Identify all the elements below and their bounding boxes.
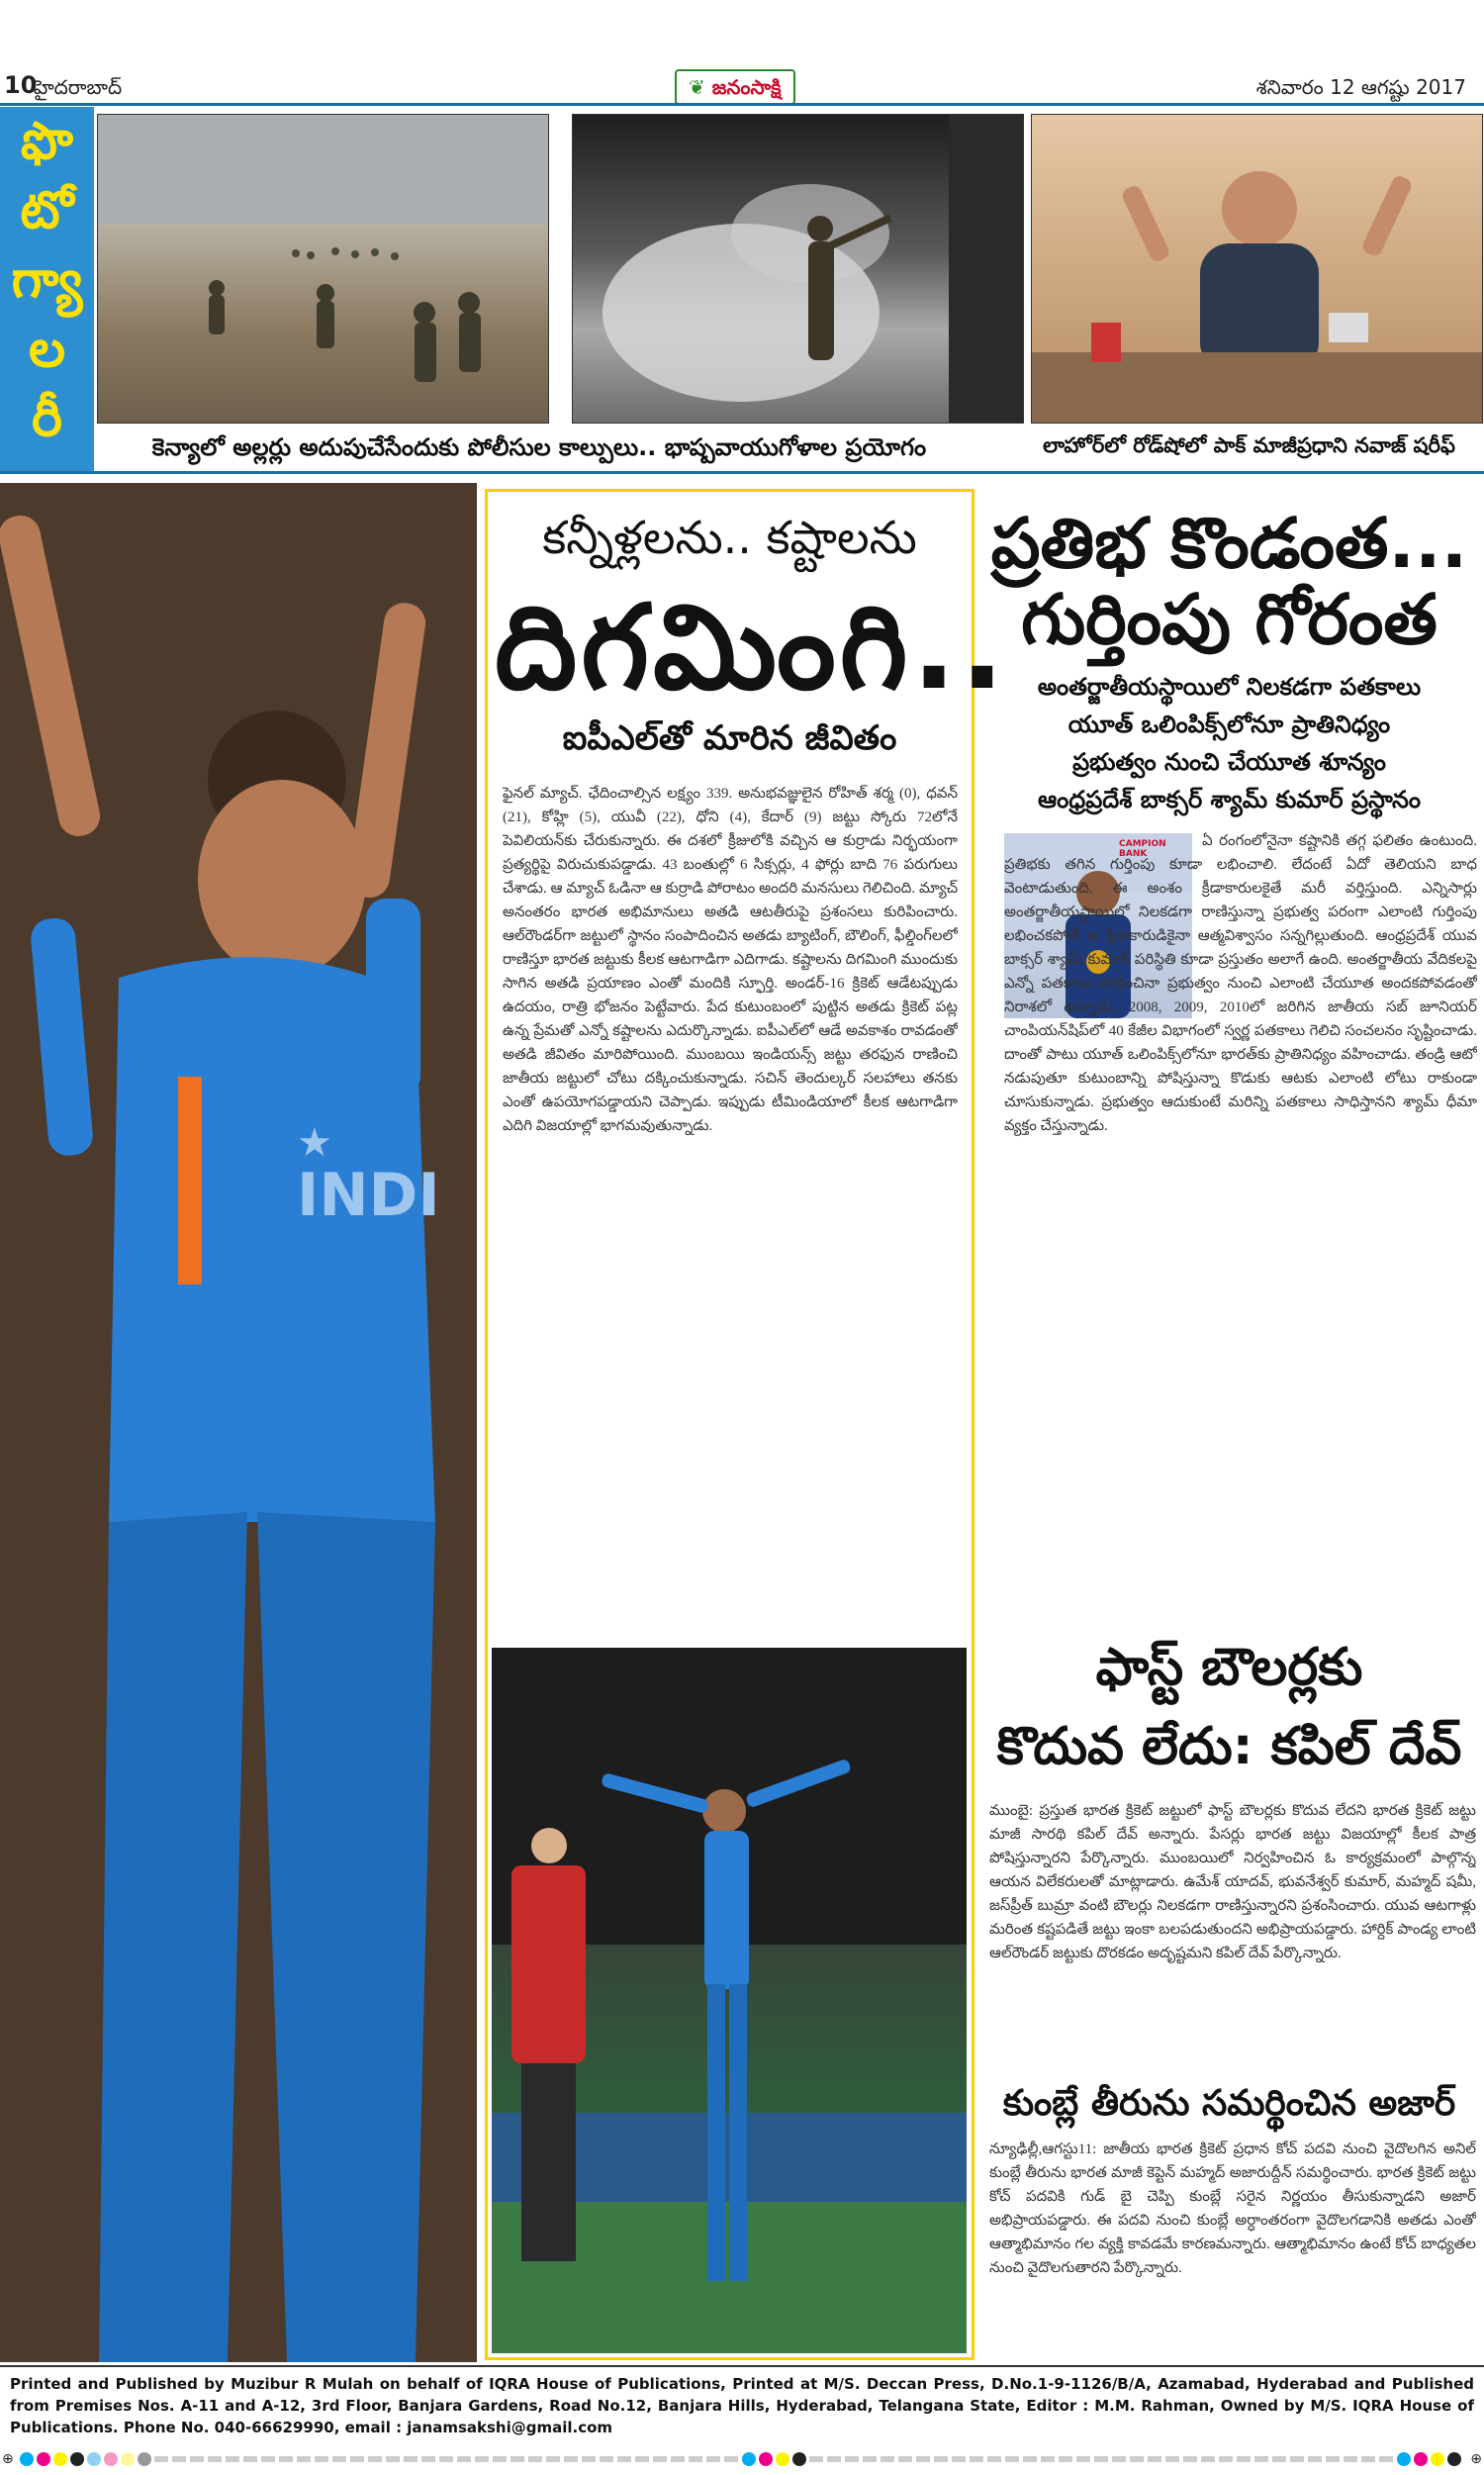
main-story-body: ఫైనల్ మ్యాచ్. ఛేదించాల్సిన లక్ష్యం 339. అనుభవజ్ఞులైన రోహిత్ శర్మ (0), ధవన్ (21), కోహ్లి (5), యువీ (22), ధోని (4), కేదార్ (9) జట్టు స్కోరు 72లోనే పెవిలియన్‌కు చేరుకున్నారు. ఈ దశలో క్రీజులోకి వచ్చిన ఆ కుర్రాడు నిర్భయంగా ప్రత్యర్థిపై విరుచుకుపడ్డాడు. 43 బంతుల్లో 6 సిక్సర్లు, 4 ఫోర్లు బాది 76 పరుగులు చేశాడు. ఆ మ్యాచ్ ఓడినా ఆ కుర్రాడి పోరాటం అందరి మనసులు గెలిచింది. మ్యాచ్ అనంతరం భారత అభిమానులు అతడి ఆటతీరుపై ప్రశంసలు కురిపించారు. ఆల్‌రౌండర్‌గా జట్టులో స్థానం సంపాదించిన అతడు బ్యాటింగ్, బౌలింగ్, ఫీల్డింగ్‌లలో రాణిస్తూ భారత జట్టుకు కీలక ఆటగాడిగా ఎదిగాడు. కష్టాలను దిగమింగి ముందుకు సాగిన అతడి ప్రయాణం ఎంతో మందికి స్ఫూర్తి. అండర్-16 క్రికెట్ ఆడేటప్పుడు ఉదయం, రాత్రి భోజనం పెట్టేవారు. పేద కుటుంబంలో పుట్టిన అతడు క్రికెట్ పట్ల ఉన్న ప్రేమతో ఎన్నో కష్టాలను ఎదుర్కొన్నాడు. ఐపీఎల్‌లో ఆడే అవకాశం రావడంతో అతడి జీవితం మారిపోయింది. ముంబయి ఇండియన్స్ జట్టు తరఫున రాణించి జాతీయ జట్టులో చోటు దక్కించుకున్నాడు. సచిన్ తెందుల్కర్ సలహాలు తనకు ఎంతో ఉపయోగపడ్డాయని చెప్పాడు. ఇప్పుడు టీమిండియాలో కీలక ఆటగాడిగా ఎదిగి విజయాల్లో భాగమవుతున్నాడు. xyxy=(503,786,958,1134)
right-headline-line2: గుర్తింపు గోరంత xyxy=(1021,579,1438,660)
page-number: 10 xyxy=(4,71,38,99)
hardik-pandya-stadium-photo xyxy=(492,1648,967,2353)
issue-date: శనివారం 12 ఆగష్టు 2017 xyxy=(1255,75,1466,99)
gray-scale-strip xyxy=(809,2456,1397,2462)
hardik-pandya-celebration-photo xyxy=(0,483,477,2362)
boxer-photo-banner: CAMPION BANK xyxy=(1119,839,1166,859)
cmyk-swatch-icon xyxy=(20,2452,34,2466)
gallery-bottom-rule xyxy=(0,471,1484,474)
right-subhead-1: అంతర్జాతీయస్థాయిలో నిలకడగా పతకాలు xyxy=(1037,673,1422,701)
cmyk-swatch-icon xyxy=(121,2452,135,2466)
cmyk-swatch-icon xyxy=(53,2452,67,2466)
gallery-caption-lahore: లాహోర్‌లో రోడ్‌షోలో పాక్ మాజీప్రధాని నవాజ్ షరీఫ్ xyxy=(1043,433,1455,457)
gallery-label-char: ఫొ xyxy=(21,112,73,171)
imprint-line: Printed and Published by Muzibur R Mulah on behalf of IQRA House of Publications, Printed at M/S. Deccan Press, D.No.1-9-1126/B/A, Azamabad, Hyderabad and Published from Premises Nos. A-11 and A-12, 3rd Floor, Banjara Gardens, Road No.12, Banjara Hills, Hyderabad, Telangana State, Editor : M.M. Rahman, Owned by M/S. IQRA House of Publications. Phone No. 040-66629990, email : janamsakshi@gmail.com xyxy=(10,2375,1474,2436)
cmyk-swatch-icon xyxy=(1431,2452,1444,2466)
print-color-bar xyxy=(0,2452,1484,2466)
cmyk-swatch-icon xyxy=(138,2452,151,2466)
logo-text: జనంసాక్షి xyxy=(711,75,782,99)
right-headline-line1: ప్రతిభ కొండంత... xyxy=(990,503,1468,584)
cmyk-swatch-icon xyxy=(104,2452,118,2466)
cmyk-swatch-icon xyxy=(759,2452,773,2466)
cmyk-swatch-icon xyxy=(37,2452,50,2466)
gray-scale-strip xyxy=(154,2456,742,2462)
cmyk-swatch-icon xyxy=(87,2452,101,2466)
right-subhead-2: యూత్ ఒలింపిక్స్‌లోనూ ప్రాతినిధ్యం xyxy=(1067,711,1391,738)
cmyk-swatch-icon xyxy=(1447,2452,1461,2466)
kenya-riot-photo-1 xyxy=(97,114,549,424)
registration-mark-icon: ⊕ xyxy=(1470,2451,1482,2467)
azhar-headline: కుంబ్లే తీరును సమర్థించిన అజార్ xyxy=(1002,2083,1456,2124)
right-subhead-3: ప్రభుత్వం నుంచి చేయూత శూన్యం xyxy=(1072,748,1386,776)
cmyk-swatch-icon xyxy=(1414,2452,1428,2466)
main-subhead: ఐపీఎల్‌తో మారిన జీవితం xyxy=(562,718,897,758)
cmyk-swatch-icon xyxy=(70,2452,84,2466)
main-headline-big: దిగమింగి.. xyxy=(495,579,1009,715)
cmyk-swatch-icon xyxy=(776,2452,789,2466)
footer-rule xyxy=(0,2365,1484,2367)
cmyk-swatch-icon xyxy=(792,2452,806,2466)
kapil-headline-line1: ఫాస్ట్ బౌలర్లకు xyxy=(1095,1638,1363,1697)
cmyk-swatch-icon xyxy=(742,2452,756,2466)
azhar-story-body: న్యూఢిల్లీ,ఆగస్టు11: జాతీయ భారత క్రికెట్ ప్రధాన కోచ్ పదవి నుంచి వైదొలగిన అనిల్ కుంబ్లే తీరును భారత మాజీ కెప్టెన్ మహ్మద్ అజారుద్దీన్ సమర్థించారు. భారత క్రికెట్ జట్టు కోచ్ పదవికి గుడ్ బై చెప్పి కుంబ్లే సరైన నిర్ణయం తీసుకున్నాడని అజార్ అభిప్రాయపడ్డారు. ఈ పదవి నుంచి కుంబ్లే అర్ధాంతరంగా వైదొలగడానికి అతడు ఎంతో ఆత్మాభిమానం గల వ్యక్తి కావడమే కారణమన్నారు. ఆత్మాభిమానం ఉంటే కోచ్ బాధ్యతల నుంచి వైదొలగుతారని పేర్కొన్నారు. xyxy=(989,2142,1476,2276)
svg-text:INDI: INDI xyxy=(297,1161,440,1230)
kapil-story-body: ముంబై: ప్రస్తుత భారత క్రికెట్ జట్టులో ఫాస్ట్ బౌలర్లకు కొదువ లేదని భారత క్రికెట్ జట్టు మాజీ సారథి కపిల్ దేవ్ అన్నారు. పేసర్లు భారత జట్టు విజయాల్లో కీలక పాత్ర పోషిస్తున్నారని పేర్కొన్నారు. ముంబయిలో నిర్వహించిన ఓ కార్యక్రమంలో పాల్గొన్న ఆయన విలేకరులతో మాట్లాడారు. ఉమేశ్ యాదవ్, భువనేశ్వర్ కుమార్, మహ్మద్ షమీ, జస్‌ప్రీత్ బుమ్రా వంటి బౌలర్లు నిలకడగా రాణిస్తున్నారని ప్రశంసించారు. యువ ఆటగాళ్లు మరింత కష్టపడితే జట్టు ఇంకా బలపడుతుందని అభిప్రాయపడ్డారు. హార్దిక్ పాండ్య లాంటి ఆల్‌రౌండర్ జట్టుకు దొరకడం అదృష్టమని కపిల్ దేవ్ పేర్కొన్నారు. xyxy=(989,1803,1476,1961)
leaf-icon: ❦ xyxy=(689,75,705,99)
city-name: హైదరాబాద్ xyxy=(34,75,123,99)
main-headline-small: కన్నీళ్లలను.. కష్టాలను xyxy=(542,511,917,564)
registration-mark-icon: ⊕ xyxy=(2,2451,14,2467)
right-subhead-4: ఆంధ్రప్రదేశ్ బాక్సర్ శ్యామ్ కుమార్ ప్రస్థానం xyxy=(1037,786,1422,813)
gallery-label-char: టో xyxy=(20,181,74,240)
header-rule xyxy=(0,103,1484,106)
cmyk-swatch-icon xyxy=(1397,2452,1411,2466)
gallery-label-char: రీ xyxy=(32,389,62,448)
right-story-body: ఏ రంగంలోనైనా కష్టానికి తగ్గ ఫలితం ఉంటుంది. ప్రతిభకు తగిన గుర్తింపు కూడా లభించాలి. లేదంటే ఏదో తెలియని బాధ వెంటాడుతుంది. ఈ అంశం క్రీడాకారులకైతే మరీ వర్తిస్తుంది. ఎన్నిసార్లు అంతర్జాతీయస్థాయిలో నిలకడగా రాణిస్తున్నా ప్రభుత్వ పరంగా ఎలాంటి గుర్తింపు లభించకపోతే ఆ క్రీడాకారుడికైనా ఆత్మవిశ్వాసం సన్నగిల్లుతుంది. ఆంధ్రప్రదేశ్ యువ బాక్సర్ శ్యామ్ కుమార్ పరిస్థితి కూడా ప్రస్తుతం అలాగే ఉంది. అంతర్జాతీయ వేదికలపై ఎన్నో పతకాలు సాధించినా ప్రభుత్వం నుంచి ఎలాంటి చేయూత అందకపోవడంతో నిరాశలో ఉన్నాడు. 2008, 2009, 2010లో జరిగిన జాతీయ సబ్ జూనియర్ చాంపియన్‌షిప్‌లో 40 కేజీల విభాగంలో స్వర్ణ పతకాలు గెలిచి సంచలనం సృష్టించాడు. దాంతో పాటు యూత్ ఒలింపిక్స్‌లోనూ భారత్‌కు ప్రాతినిధ్యం వహించాడు. తండ్రి ఆటో నడుపుతూ కుటుంబాన్ని పోషిస్తున్నా కొడుకు ఆటకు ఎలాంటి లోటు రాకుండా చూసుకున్నాడు. ప్రభుత్వం ఆదుకుంటే మరిన్ని పతకాలు సాధిస్తానని శ్యామ్ ధీమా వ్యక్తం చేస్తున్నాడు. xyxy=(1004,833,1477,1134)
gallery-caption-kenya: కెన్యాలో అల్లర్లు అదుపుచేసేందుకు పోలీసుల కాల్పులు.. భాష్పవాయుగోళాల ప్రయోగం xyxy=(151,433,927,461)
kenya-teargas-photo xyxy=(572,114,1024,424)
nawaz-sharif-photo xyxy=(1031,114,1483,424)
gallery-label-char: ల xyxy=(29,320,65,379)
newspaper-logo xyxy=(675,69,795,105)
kapil-headline-line2: కొదువ లేదు: కపిల్ దేవ్ xyxy=(996,1717,1462,1776)
photo-gallery-label xyxy=(0,107,94,474)
svg-text:★: ★ xyxy=(297,1120,332,1166)
gallery-label-char: గ్యా xyxy=(11,250,83,310)
